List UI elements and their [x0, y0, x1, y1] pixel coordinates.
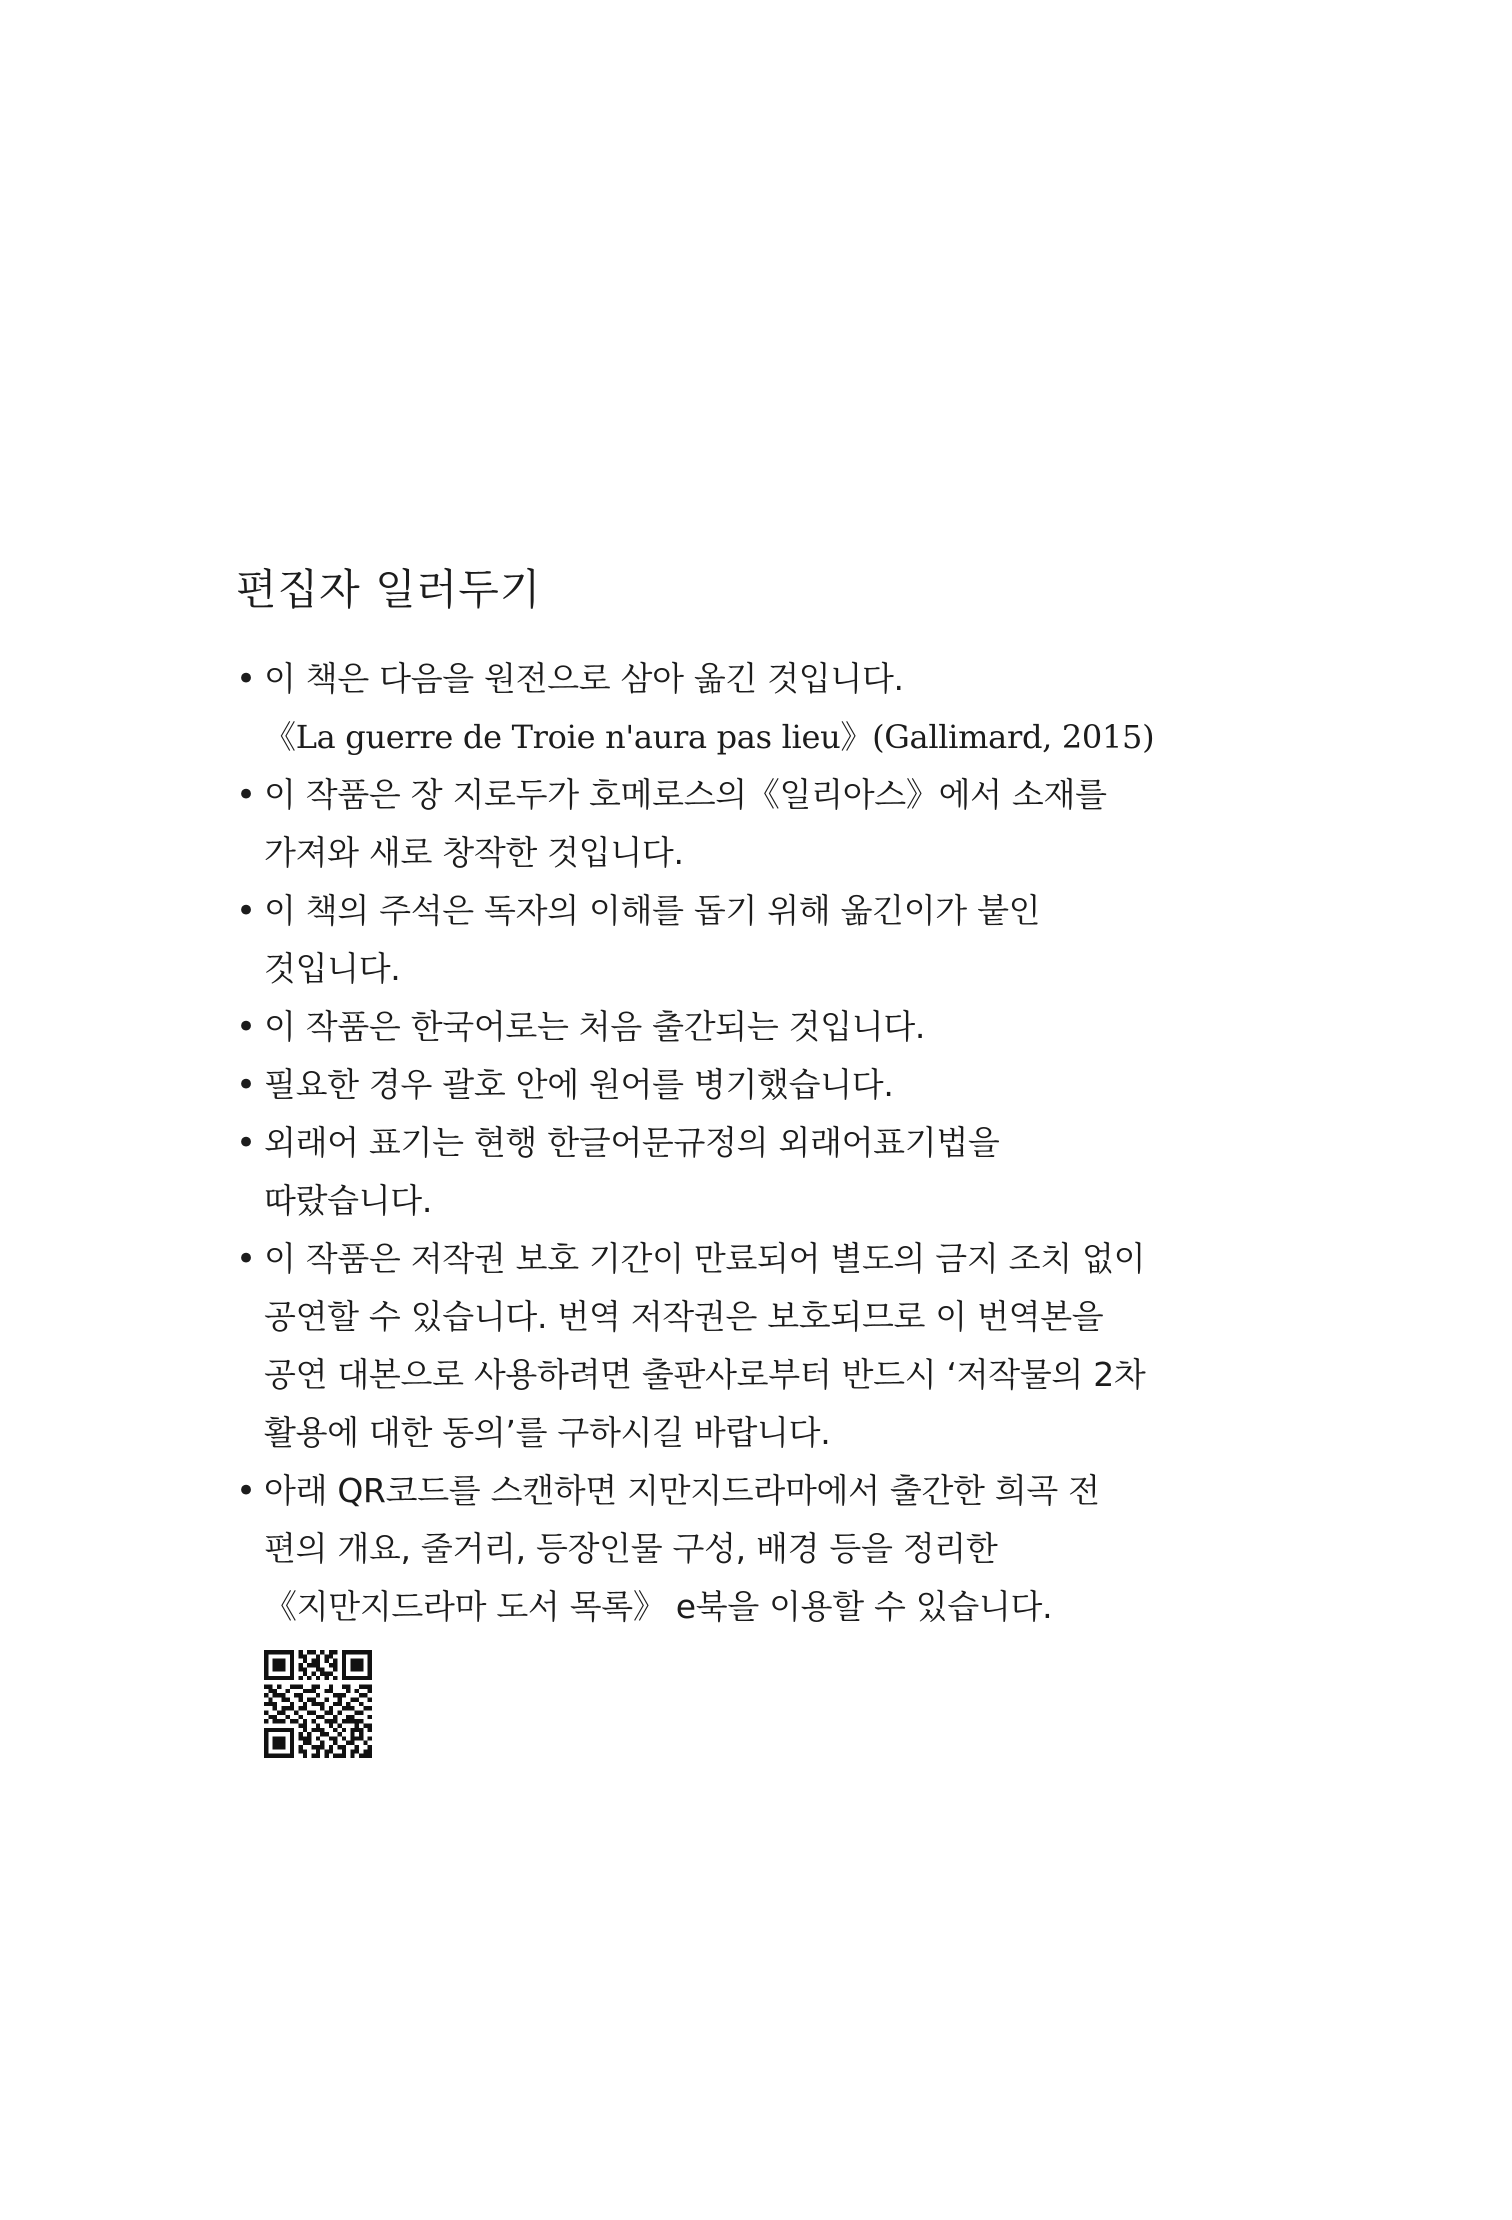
list-item [236, 766, 1236, 882]
note-line: 이 작품은 장 지로두가 호메로스의《일리아스》에서 소재를 [264, 775, 1107, 814]
note-line: 이 책의 주석은 독자의 이해를 돕기 위해 옮긴이가 붙인 [264, 891, 1041, 930]
note-line: 공연할 수 있습니다. 번역 저작권은 보호되므로 이 번역본을 [264, 1297, 1104, 1336]
bullet: • [236, 1007, 257, 1047]
note-line: 《지만지드라마 도서 목록》 e북을 이용할 수 있습니다. [264, 1587, 1053, 1626]
page-title: 편집자 일러두기 [236, 565, 542, 614]
bullet: • [236, 775, 257, 815]
note-line: 이 작품은 저작권 보호 기간이 만료되어 별도의 금지 조치 없이 [264, 1239, 1146, 1278]
note-line: 이 책은 다음을 원전으로 삼아 옮긴 것입니다. [264, 659, 904, 698]
list-item [236, 1230, 1236, 1462]
list-item [236, 882, 1236, 998]
note-line: 《La guerre de Troie n'aura pas lieu》(Gallimard, 2015) [264, 718, 1155, 756]
bullet: • [236, 1471, 257, 1511]
note-line: 필요한 경우 괄호 안에 원어를 병기했습니다. [264, 1065, 894, 1104]
note-line: 편의 개요, 줄거리, 등장인물 구성, 배경 등을 정리한 [264, 1529, 998, 1568]
note-line: 가져와 새로 창작한 것입니다. [264, 833, 684, 872]
list-item [236, 650, 1236, 766]
list-item [236, 1056, 1236, 1114]
qr-code-icon[interactable] [264, 1650, 372, 1758]
list-item [236, 998, 1236, 1056]
list-item [236, 1462, 1236, 1636]
bullet: • [236, 1123, 257, 1163]
note-line: 아래 QR코드를 스캔하면 지만지드라마에서 출간한 희곡 전 [264, 1471, 1100, 1510]
note-line: 이 작품은 한국어로는 처음 출간되는 것입니다. [264, 1007, 926, 1046]
bullet: • [236, 891, 257, 931]
note-line: 따랐습니다. [264, 1181, 433, 1220]
bullet: • [236, 1239, 257, 1279]
notes-list [236, 650, 1236, 1636]
bullet: • [236, 659, 257, 699]
note-line: 활용에 대한 동의’를 구하시길 바랍니다. [264, 1413, 831, 1452]
note-line: 외래어 표기는 현행 한글어문규정의 외래어표기법을 [264, 1123, 1000, 1162]
list-item [236, 1114, 1236, 1230]
note-line: 공연 대본으로 사용하려면 출판사로부터 반드시 ‘저작물의 2차 [264, 1355, 1146, 1394]
note-line: 것입니다. [264, 949, 401, 988]
bullet: • [236, 1065, 257, 1105]
